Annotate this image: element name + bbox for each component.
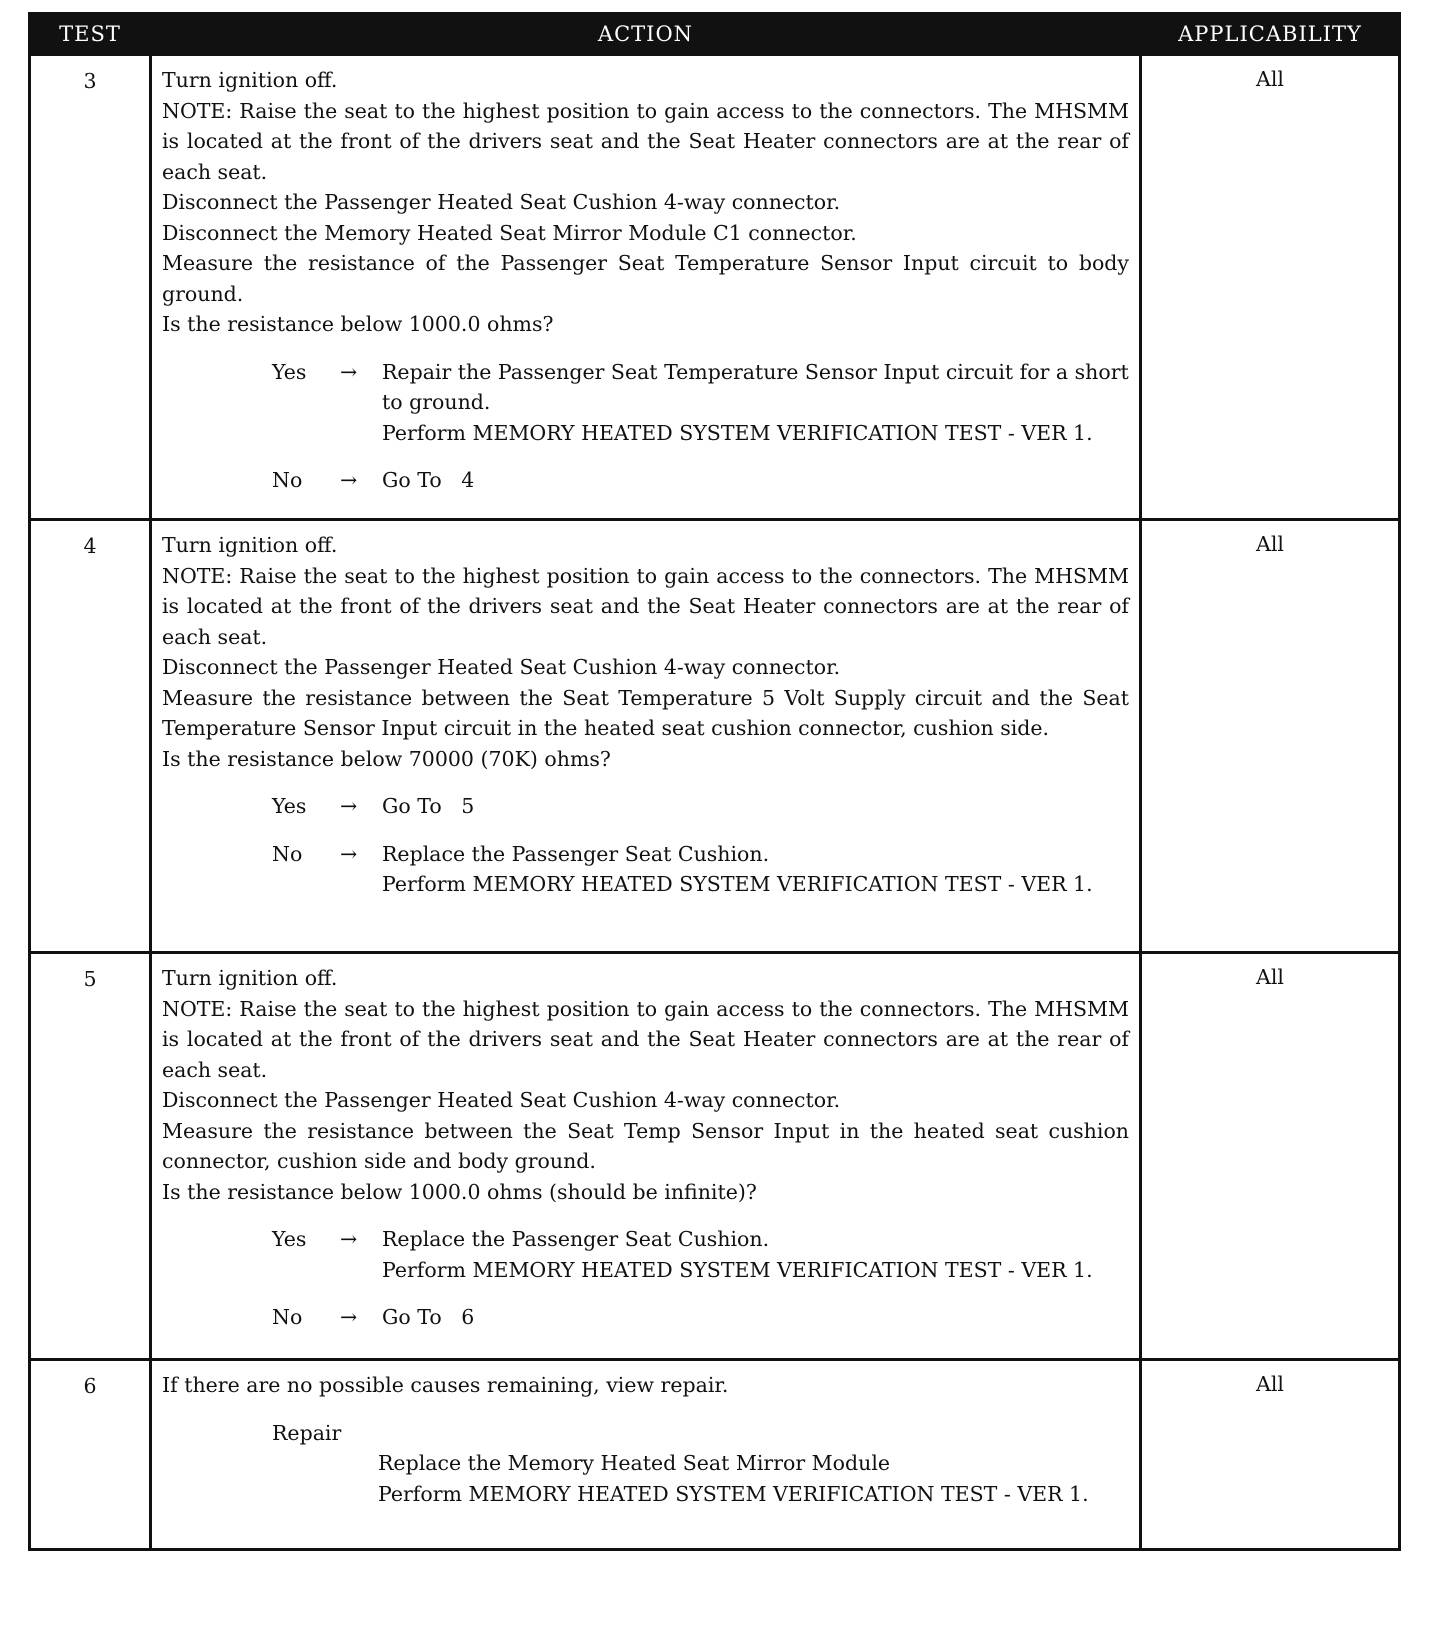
test-row-4 [30,520,1400,953]
yes-branch [162,357,1129,449]
step-text: If there are no possible causes remaining, view repair. [162,1373,729,1397]
test-number: 6 [30,1360,151,1550]
test-row-6 [30,1360,1400,1550]
applicability-cell: All [1141,953,1400,1360]
repair-label: Repair [272,1420,342,1445]
question-text: Is the resistance below 70000 (70K) ohms? [162,746,611,771]
step-text: Disconnect the Memory Heated Seat Mirror Module C1 connector. [162,220,857,245]
yes-branch [162,791,1129,822]
repair-instructions [162,1448,1129,1509]
header-applicability: APPLICABILITY [1141,14,1400,55]
yes-result: Go To 5 [382,794,475,818]
no-result: Replace the Passenger Seat Cushion. [382,841,770,866]
step-text: Disconnect the Passenger Heated Seat Cushion 4-way connector. [162,655,841,679]
note-text: NOTE: Raise the seat to the highest position to gain access to the connectors. The MHSMM is located at the front of the drivers seat and the Seat Heater connectors are at the rear of each seat. [162,98,1129,184]
arrow-icon: → [340,468,358,492]
arrow-icon: → [340,359,358,384]
applicability-cell: All [1141,55,1400,520]
yes-result: Replace the Passenger Seat Cushion. [382,1227,770,1251]
no-result: Go To 6 [382,1305,475,1329]
action-cell [151,520,1141,953]
yes-result: Perform MEMORY HEATED SYSTEM VERIFICATION TEST - VER 1. [382,1257,1093,1282]
no-label: No [272,468,303,492]
procedure-table [28,12,1401,1551]
step-text: Measure the resistance between the Seat Temp Sensor Input in the heated seat cushion connector, cushion side and body ground. [162,1118,1129,1173]
test-number: 4 [30,520,151,953]
test-row-3 [30,55,1400,520]
question-text: Is the resistance below 1000.0 ohms (should be infinite)? [162,1179,757,1204]
arrow-icon: → [340,1305,358,1329]
note-text: NOTE: Raise the seat to the highest position to gain access to the connectors. The MHSMM is located at the front of the drivers seat and the Seat Heater connectors are at the rear of each seat. [162,563,1129,649]
arrow-icon: → [340,841,358,866]
no-result: Perform MEMORY HEATED SYSTEM VERIFICATION TEST - VER 1. [382,872,1093,896]
step-text: Turn ignition off. [162,966,338,990]
header-test: TEST [30,14,151,55]
question-text: Is the resistance below 1000.0 ohms? [162,312,554,336]
repair-step: Replace the Memory Heated Seat Mirror Module [378,1451,891,1475]
arrow-icon: → [340,1227,358,1251]
step-text: Disconnect the Passenger Heated Seat Cushion 4-way connector. [162,190,841,214]
step-text: Disconnect the Passenger Heated Seat Cushion 4-way connector. [162,1088,841,1112]
repair-step: Perform MEMORY HEATED SYSTEM VERIFICATION TEST - VER 1. [378,1481,1089,1506]
yes-result: Perform MEMORY HEATED SYSTEM VERIFICATION TEST - VER 1. [382,420,1093,445]
action-cell [151,55,1141,520]
no-result: Go To 4 [382,468,475,492]
yes-result: Repair the Passenger Seat Temperature Sensor Input circuit for a short to ground. [382,359,1129,414]
yes-label: Yes [272,359,307,384]
header-row [30,14,1400,55]
no-branch [162,839,1129,900]
applicability-cell: All [1141,520,1400,953]
test-row-5 [30,953,1400,1360]
arrow-icon: → [340,794,358,818]
no-label: No [272,1305,303,1329]
yes-branch [162,1224,1129,1285]
step-text: Measure the resistance between the Seat Temperature 5 Volt Supply circuit and the Seat Temperature Sensor Input circuit in the heated seat cushion connector, cushion side. [162,685,1129,740]
step-text: Turn ignition off. [162,533,338,557]
note-text: NOTE: Raise the seat to the highest position to gain access to the connectors. The MHSMM is located at the front of the drivers seat and the Seat Heater connectors are at the rear of each seat. [162,996,1129,1082]
test-number: 3 [30,55,151,520]
action-cell [151,953,1141,1360]
header-action: ACTION [151,14,1141,55]
step-text: Turn ignition off. [162,68,338,92]
action-cell [151,1360,1141,1550]
test-number: 5 [30,953,151,1360]
no-label: No [272,841,303,866]
no-branch [162,1302,1129,1333]
yes-label: Yes [272,794,307,818]
applicability-cell: All [1141,1360,1400,1550]
step-text: Measure the resistance of the Passenger Seat Temperature Sensor Input circuit to body ground. [162,251,1129,306]
yes-label: Yes [272,1227,307,1251]
no-branch [162,465,1129,496]
